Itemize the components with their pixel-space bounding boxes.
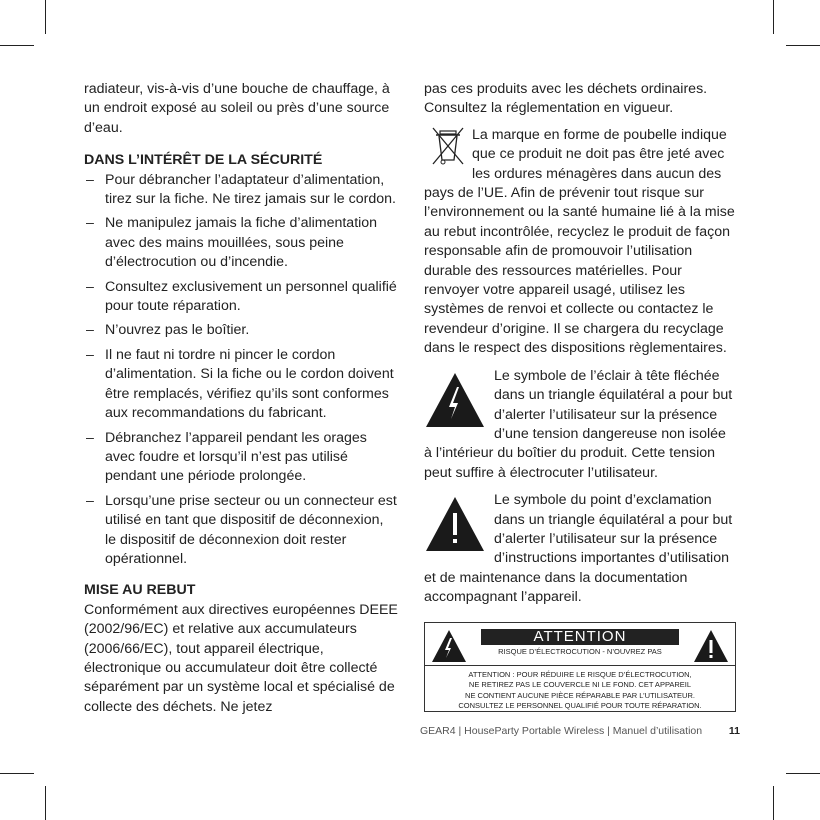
disposal-paragraph: Conformément aux directives européennes DEEE (2002/96/EC) et relative aux accumulateurs (2006/66/EC), tout appareil électrique, électronique ou accumulateur doit être collecté séparément par un système local et spécialisé de collecte des déchets. Ne jetez bbox=[84, 601, 398, 715]
lightning-triangle-icon bbox=[424, 369, 486, 431]
attention-title: ATTENTION bbox=[481, 629, 679, 645]
list-item: – Débranchez l’appareil pendant les orages avec foudre et lorsqu’il n’est pas utilisé pendant une période prolongée. bbox=[84, 429, 398, 487]
crop-mark bbox=[773, 786, 774, 820]
list-item: – Ne manipulez jamais la fiche d’alimentation avec des mains mouillées, sous peine d’électrocution ou d’incendie. bbox=[84, 214, 398, 272]
crop-mark bbox=[45, 0, 46, 34]
crop-mark bbox=[45, 786, 46, 820]
right-column bbox=[424, 80, 736, 712]
lightning-triangle-icon bbox=[431, 629, 467, 663]
weee-block bbox=[424, 126, 736, 184]
safety-heading: DANS L’INTÉRÊT DE LA SÉCURITÉ bbox=[84, 152, 323, 169]
page-footer bbox=[420, 725, 740, 737]
list-item: – Consultez exclusivement un personnel qualifié pour toute réparation. bbox=[84, 278, 398, 317]
attention-subtitle: RISQUE D’ÉLECTROCUTION - N’OUVREZ PAS bbox=[498, 646, 662, 656]
crop-mark bbox=[773, 0, 774, 34]
list-item: – Il ne faut ni tordre ni pincer le cordon d’alimentation. Si la fiche ou le cordon doivent être remplacés, vérifiez qu’ils sont conformes aux recommandations du fabricant. bbox=[84, 346, 398, 424]
exclamation-triangle-icon bbox=[693, 629, 729, 663]
intro-paragraph: radiateur, vis-à-vis d’une bouche de chauffage, à un endroit exposé au soleil ou près d’une source d’eau. bbox=[84, 81, 390, 136]
fine-print-line: NE CONTIENT AUCUNE PIÈCE RÉPARABLE PAR L’UTILISATEUR. bbox=[465, 690, 695, 700]
list-item: – Pour débrancher l’adaptateur d’alimentation, tirez sur la fiche. Ne tirez jamais sur le cordon. bbox=[84, 171, 398, 210]
continuation-paragraph: pas ces produits avec les déchets ordinaires. Consultez la réglementation en vigueur. bbox=[424, 81, 708, 117]
exclamation-text: Le symbole du point d’exclamation dans un triangle équilatéral a pour but d’alerter l’utilisateur sur la présence d’instructions importantes d’utilisation et de maintenance dans la documentation accompagnant l’appareil. bbox=[424, 492, 733, 606]
crop-mark bbox=[786, 773, 820, 774]
weee-rest-text: pays de l’UE. Afin de prévenir tout risque sur l’environnement ou la santé humaine lié à la mise au rebut incontrôlée, recyclez le produit de façon responsable afin de promouvoir l’utilisation durable des ressources matérielles. Pour renvoyer votre appareil usagé, utilisez les systèmes de renvoi et collecte ou contactez le revendeur d’origine. Il se chargera du recyclage dans le respect des dispositions règlementaires. bbox=[424, 185, 735, 357]
crop-mark bbox=[0, 45, 34, 46]
page-number: 11 bbox=[728, 725, 740, 737]
crop-mark bbox=[0, 773, 34, 774]
exclamation-triangle-icon bbox=[424, 493, 486, 555]
exclamation-block bbox=[424, 491, 736, 607]
lightning-text: Le symbole de l’éclair à tête fléchée dans un triangle équilatéral a pour but d’alerter l’utilisateur sur la présence d’une tension dangereuse non isolée à l’intérieur du boîtier du produit. Cette tension peut suffire à électrocuter l’utilisateur. bbox=[424, 367, 733, 481]
fine-print-line: ATTENTION : POUR RÉDUIRE LE RISQUE D’ÉLECTROCUTION, bbox=[468, 669, 692, 679]
safety-list bbox=[84, 171, 398, 570]
disposal-heading: MISE AU REBUT bbox=[84, 582, 196, 599]
attention-warning-label bbox=[424, 622, 736, 712]
crop-mark bbox=[786, 45, 820, 46]
fine-print-line: NE RETIREZ PAS LE COUVERCLE NI LE FOND. CET APPAREIL bbox=[468, 680, 692, 690]
weee-lead-text: La marque en forme de poubelle indique que ce produit ne doit pas être jeté avec les ordures ménagères dans aucun des bbox=[472, 126, 727, 182]
weee-bin-icon bbox=[430, 126, 466, 166]
lightning-block bbox=[424, 367, 736, 483]
fine-print-line: CONSULTEZ LE PERSONNEL QUALIFIÉ POUR TOUTE RÉPARATION. bbox=[458, 701, 702, 711]
list-item: – N’ouvrez pas le boîtier. bbox=[84, 321, 398, 340]
list-item: – Lorsqu’une prise secteur ou un connecteur est utilisé en tant que dispositif de déconnexion, le dispositif de déconnexion doit rester opérationnel. bbox=[84, 492, 398, 570]
left-column bbox=[84, 80, 398, 717]
attention-fine-print bbox=[429, 670, 731, 712]
footer-text: GEAR4 | HouseParty Portable Wireless | Manuel d’utilisation bbox=[420, 725, 703, 737]
